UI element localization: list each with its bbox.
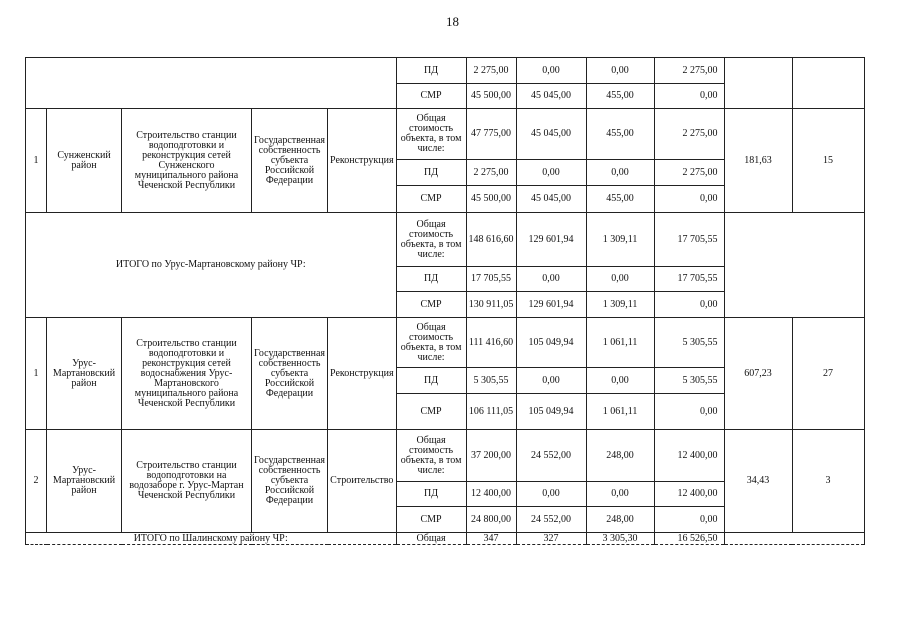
type-label: ПД [396,58,466,84]
value-cell: 45 045,00 [516,186,586,213]
type-label: СМР [396,84,466,109]
empty-cell [724,533,864,545]
value-cell: 0,00 [654,507,724,533]
value-cell: 105 049,94 [516,394,586,430]
quantity-cell: 3 [792,430,864,533]
row-number: 1 [26,109,47,213]
district-total-label: ИТОГО по Шалинскому району ЧР: [26,533,397,545]
quantity-cell: 15 [792,109,864,213]
type-label: СМР [396,292,466,318]
value-cell: 1 309,11 [586,213,654,267]
value-cell: 24 552,00 [516,430,586,482]
value-cell: 0,00 [516,160,586,186]
value-cell: 45 045,00 [516,84,586,109]
empty-cell [724,58,792,109]
work-type-cell: Строительство [328,430,397,533]
value-cell: 0,00 [654,394,724,430]
value-cell: 0,00 [654,186,724,213]
value-cell: 12 400,00 [466,482,516,507]
value-cell: 2 275,00 [654,109,724,160]
object-name: Строительство станции водоподготовки на водозаборе г. Урус-Мартан Чеченской Республики [122,430,252,533]
empty-cell [724,213,864,318]
value-cell: 5 305,55 [654,368,724,394]
investment-table [25,57,865,545]
row-number: 1 [26,318,47,430]
district-cell: Урус-Мартановский район [47,318,122,430]
type-label: Общая [396,533,466,545]
value-cell: 0,00 [586,482,654,507]
value-cell: 47 775,00 [466,109,516,160]
type-label: Общая стоимость объекта, в том числе: [396,318,466,368]
table-row [26,213,865,267]
value-cell: 129 601,94 [516,213,586,267]
capacity-cell: 607,23 [724,318,792,430]
value-cell: 2 275,00 [654,58,724,84]
value-cell: 45 500,00 [466,186,516,213]
work-type-cell: Реконструкция [328,318,397,430]
value-cell: 17 705,55 [654,267,724,292]
type-label: СМР [396,186,466,213]
type-label: ПД [396,267,466,292]
value-cell: 0,00 [516,58,586,84]
district-total-label: ИТОГО по Урус-Мартановскому району ЧР: [26,213,397,318]
table-row [26,533,865,545]
value-cell: 111 416,60 [466,318,516,368]
value-cell: 347 [466,533,516,545]
type-label: ПД [396,368,466,394]
value-cell: 2 275,00 [654,160,724,186]
value-cell: 105 049,94 [516,318,586,368]
empty-cell [26,58,397,109]
value-cell: 455,00 [586,109,654,160]
value-cell: 248,00 [586,430,654,482]
value-cell: 2 275,00 [466,160,516,186]
type-label: Общая стоимость объекта, в том числе: [396,213,466,267]
value-cell: 455,00 [586,186,654,213]
value-cell: 17 705,55 [654,213,724,267]
capacity-cell: 181,63 [724,109,792,213]
value-cell: 17 705,55 [466,267,516,292]
value-cell: 130 911,05 [466,292,516,318]
value-cell: 2 275,00 [466,58,516,84]
value-cell: 455,00 [586,84,654,109]
value-cell: 24 800,00 [466,507,516,533]
ownership-cell: Государственная собственность субъекта Российской Федерации [252,109,328,213]
type-label: СМР [396,507,466,533]
value-cell: 5 305,55 [466,368,516,394]
value-cell: 1 309,11 [586,292,654,318]
value-cell: 0,00 [654,292,724,318]
table-row [26,430,865,482]
value-cell: 12 400,00 [654,430,724,482]
value-cell: 1 061,11 [586,318,654,368]
object-name: Строительство станции водоподготовки и реконструкция сетей водоснабжения Урус-Мартановского муниципального района Чеченской Республики [122,318,252,430]
type-label: ПД [396,482,466,507]
value-cell: 327 [516,533,586,545]
type-label: Общая стоимость объекта, в том числе: [396,430,466,482]
value-cell: 12 400,00 [654,482,724,507]
value-cell: 45 500,00 [466,84,516,109]
value-cell: 148 616,60 [466,213,516,267]
ownership-cell: Государственная собственность субъекта Российской Федерации [252,318,328,430]
capacity-cell: 34,43 [724,430,792,533]
value-cell: 37 200,00 [466,430,516,482]
district-cell: Урус-Мартановский район [47,430,122,533]
type-label: ПД [396,160,466,186]
district-cell: Сунженский район [47,109,122,213]
value-cell: 0,00 [516,368,586,394]
value-cell: 0,00 [586,267,654,292]
empty-cell [792,58,864,109]
row-number: 2 [26,430,47,533]
ownership-cell: Государственная собственность субъекта Российской Федерации [252,430,328,533]
value-cell: 5 305,55 [654,318,724,368]
value-cell: 0,00 [516,267,586,292]
object-name: Строительство станции водоподготовки и реконструкция сетей Сунженского муниципального района Чеченской Республики [122,109,252,213]
page-number: 18 [446,14,459,29]
value-cell: 24 552,00 [516,507,586,533]
value-cell: 129 601,94 [516,292,586,318]
type-label: СМР [396,394,466,430]
value-cell: 45 045,00 [516,109,586,160]
value-cell: 1 061,11 [586,394,654,430]
table-row [26,109,865,160]
table-row [26,58,865,84]
value-cell: 3 305,30 [586,533,654,545]
value-cell: 106 111,05 [466,394,516,430]
value-cell: 16 526,50 [654,533,724,545]
value-cell: 0,00 [516,482,586,507]
value-cell: 0,00 [586,160,654,186]
type-label: Общая стоимость объекта, в том числе: [396,109,466,160]
value-cell: 0,00 [654,84,724,109]
value-cell: 0,00 [586,58,654,84]
table-row [26,318,865,368]
value-cell: 248,00 [586,507,654,533]
work-type-cell: Реконструкция [328,109,397,213]
quantity-cell: 27 [792,318,864,430]
value-cell: 0,00 [586,368,654,394]
